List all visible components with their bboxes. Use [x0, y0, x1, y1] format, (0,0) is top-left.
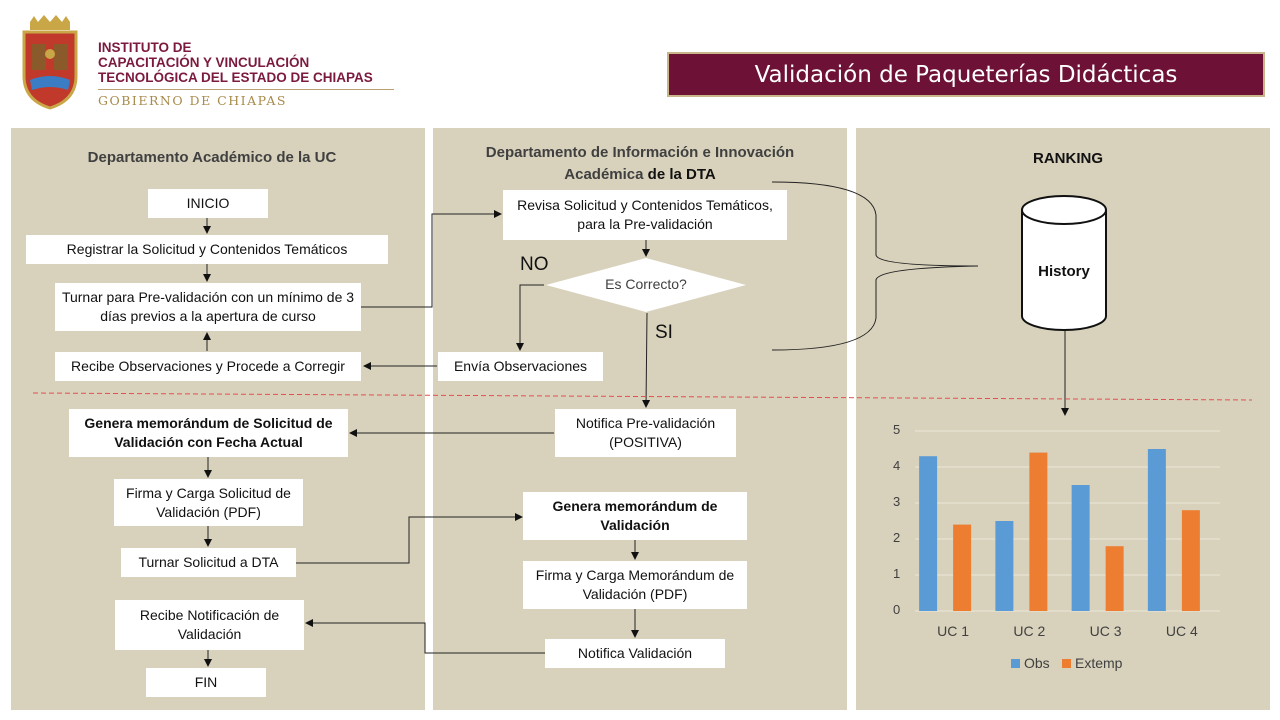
receive-notification-step: Recibe Notificación de Validación	[115, 600, 304, 650]
bar-obs-uc-2	[995, 521, 1013, 611]
decision-diamond-label: Es Correcto?	[605, 276, 687, 292]
bar-obs-uc-1	[919, 456, 937, 611]
y-tick-label: 4	[893, 458, 901, 473]
x-category-label: UC 4	[1165, 623, 1198, 639]
legend-obs-label: Obs	[1024, 655, 1050, 671]
middle-panel-title-part2: de la DTA	[647, 166, 716, 183]
generate-validation-memo-step: Genera memorándum de Validación	[523, 492, 747, 540]
send-observations-step: Envía Observaciones	[438, 352, 603, 381]
legend-extemp-label: Extemp	[1075, 655, 1123, 671]
register-request-step: Registrar la Solicitud y Contenidos Temáticos	[26, 235, 388, 264]
y-tick-label: 1	[893, 566, 901, 581]
x-category-label: UC 2	[1013, 623, 1046, 639]
bar-obs-uc-3	[1072, 485, 1090, 611]
y-tick-label: 3	[893, 494, 901, 509]
review-request-step: Revisa Solicitud y Contenidos Temáticos, para la Pre-validación	[503, 190, 787, 240]
right-panel-title: RANKING	[1033, 150, 1103, 167]
org-name-line1: INSTITUTO DE	[98, 40, 192, 55]
end-node: FIN	[146, 668, 266, 697]
notify-prevalidation-step: Notifica Pre-validación (POSITIVA)	[555, 409, 736, 457]
sign-upload-memo-step: Firma y Carga Memorándum de Validación (PDF)	[523, 561, 747, 609]
org-name-line3: TECNOLÓGICA DEL ESTADO DE CHIAPAS	[98, 70, 373, 85]
turn-request-dta-step: Turnar Solicitud a DTA	[121, 548, 296, 577]
no-branch-label: NO	[520, 254, 549, 275]
receive-observations-step: Recibe Observaciones y Procede a Corregir	[55, 352, 361, 381]
x-category-label: UC 1	[937, 623, 970, 639]
bar-extemp-uc-3	[1106, 546, 1124, 611]
turn-prevalidation-step: Turnar para Pre-validación con un mínimo de 3 días previos a la apertura de curso	[55, 283, 361, 331]
legend-obs-swatch	[1011, 659, 1020, 668]
start-node: INICIO	[148, 189, 268, 218]
sign-upload-request-step: Firma y Carga Solicitud de Validación (PDF)	[114, 479, 303, 526]
history-database-label: History	[1038, 263, 1090, 280]
legend-extemp	[1062, 655, 1122, 671]
yes-branch-label: SI	[655, 322, 673, 343]
page-title-banner: Validación de Paqueterías Didácticas	[667, 52, 1265, 97]
bar-extemp-uc-2	[1029, 453, 1047, 611]
y-tick-label: 2	[893, 530, 901, 545]
notify-validation-step: Notifica Validación	[545, 639, 725, 668]
legend-obs	[1011, 655, 1050, 671]
bar-extemp-uc-1	[953, 525, 971, 611]
bar-extemp-uc-4	[1182, 510, 1200, 611]
org-name-line2: CAPACITACIÓN Y VINCULACIÓN	[98, 55, 310, 70]
middle-panel-title-part1: Departamento de Información e Innovación Académica	[485, 144, 795, 183]
x-category-label: UC 3	[1089, 623, 1122, 639]
government-name: GOBIERNO DE CHIAPAS	[98, 93, 287, 108]
left-panel-title: Departamento Académico de la UC	[87, 149, 337, 166]
generate-request-memo-step: Genera memorándum de Solicitud de Validación con Fecha Actual	[69, 409, 348, 457]
y-tick-label: 0	[893, 602, 901, 617]
legend-extemp-swatch	[1062, 659, 1071, 668]
bar-obs-uc-4	[1148, 449, 1166, 611]
y-tick-label: 5	[893, 422, 901, 437]
